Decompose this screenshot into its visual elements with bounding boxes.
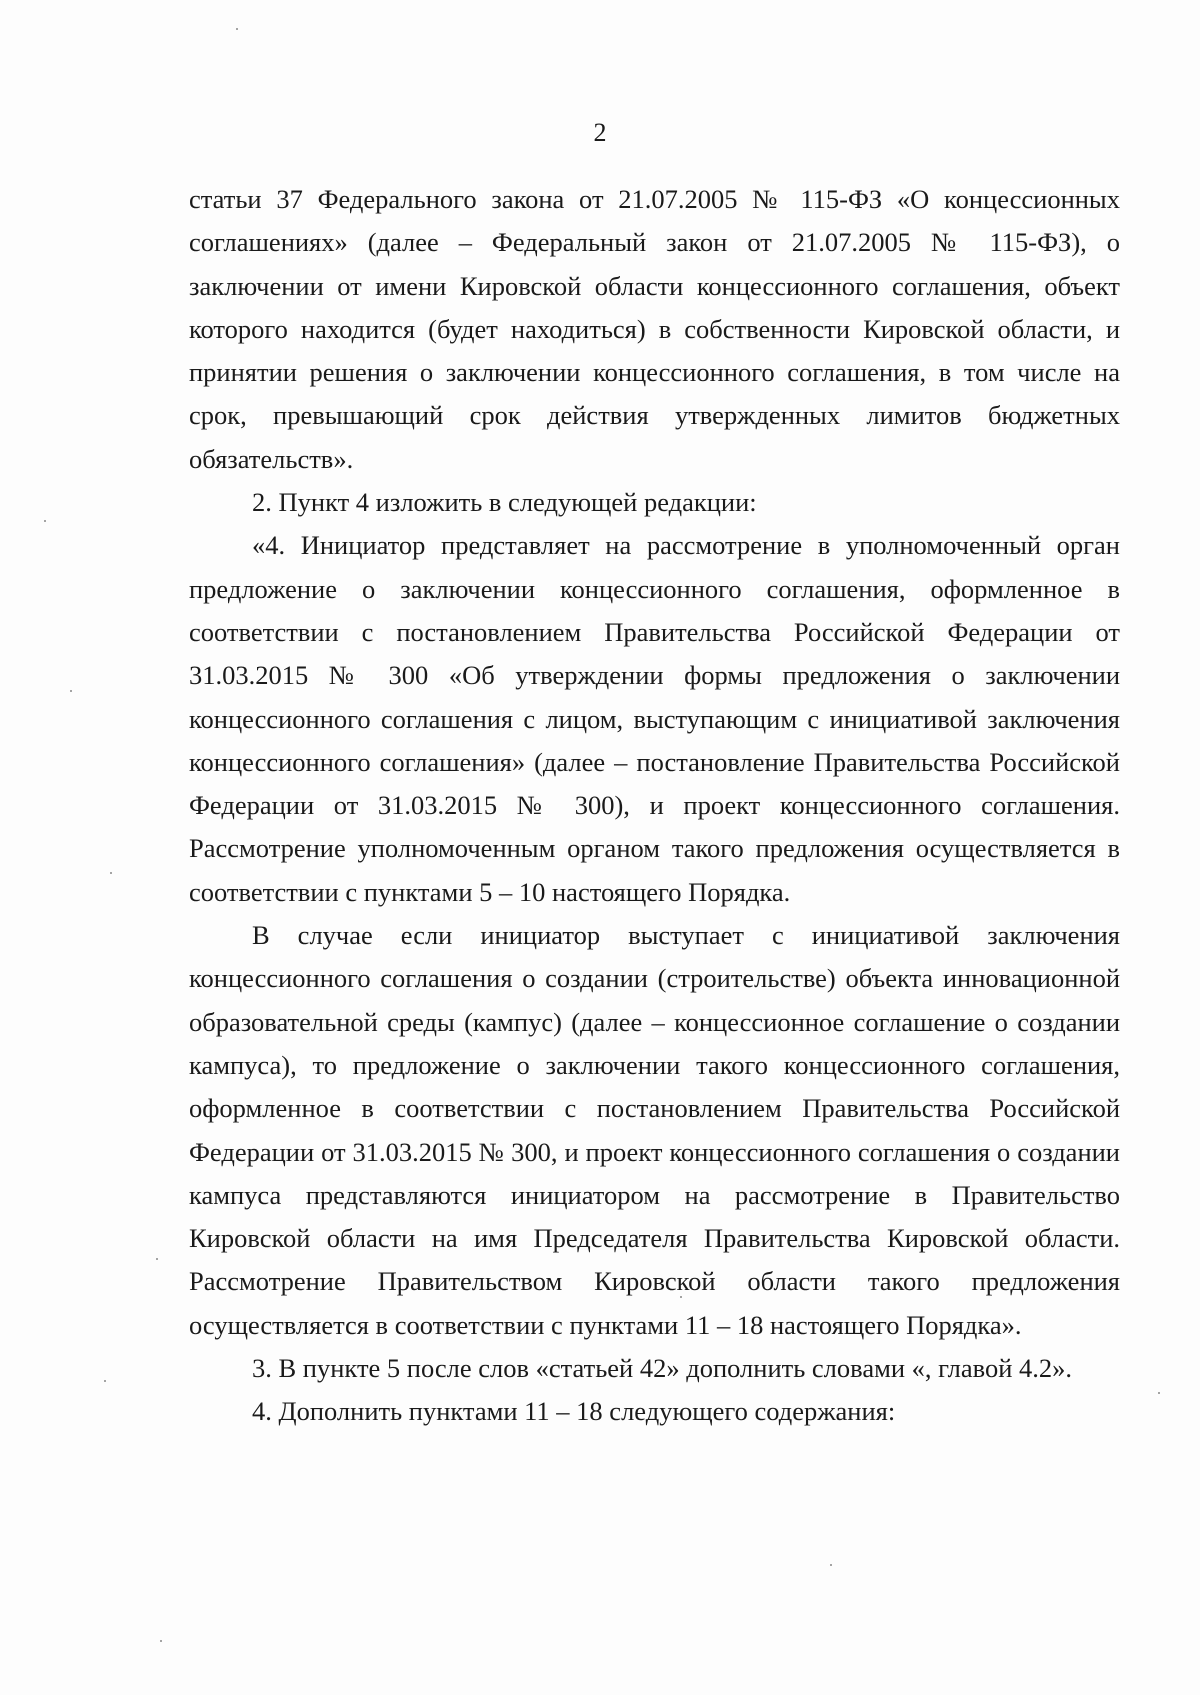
paragraph-5: 3. В пункте 5 после слов «статьей 42» дополнить словами «, главой 4.2». xyxy=(252,1353,1073,1384)
scan-speck xyxy=(44,520,46,522)
scan-speck xyxy=(110,872,112,874)
scan-speck xyxy=(1158,1392,1160,1394)
paragraph-6: 4. Дополнить пунктами 11 – 18 следующего содержания: xyxy=(252,1396,896,1427)
scan-speck xyxy=(680,1296,682,1298)
document-body xyxy=(189,178,1120,1434)
scan-speck xyxy=(160,1640,162,1642)
scan-speck xyxy=(830,1564,832,1566)
paragraph-1: статьи 37 Федерального закона от 21.07.2005 № 115-ФЗ «О концессионных соглашениях» (далее – Федеральный закон от 21.07.2005 № 115-ФЗ), о заключении от имени Кировской области концессионного соглашения, объект которого находится (будет находиться) в собственности Кировской области, и принятии решения о заключении концессионного соглашения, в том числе на срок, превышающий срок действия утвержденных лимитов бюджетных обязательств». xyxy=(189,184,1120,474)
scan-speck xyxy=(70,690,72,692)
paragraph-2: 2. Пункт 4 изложить в следующей редакции: xyxy=(252,487,757,518)
paragraph-3: «4. Инициатор представляет на рассмотрение в уполномоченный орган предложение о заключении концессионного соглашения, оформленное в соответствии с постановлением Правительства Российской Федерации от 31.03.2015 № 300 «Об утверждении формы предложения о заключении концессионного соглашения с лицом, выступающим с инициативой заключения концессионного соглашения» (далее – постановление Правительства Российской Федерации от 31.03.2015 № 300), и проект концессионного соглашения. Рассмотрение уполномоченным органом такого предложения осуществляется в соответствии с пунктами 5 – 10 настоящего Порядка. xyxy=(189,530,1120,907)
paragraph-4: В случае если инициатор выступает с инициативой заключения концессионного соглашения о создании (строительстве) объекта инновационной образовательной среды (кампус) (далее – концессионное соглашение о создании кампуса), то предложение о заключении такого концессионного соглашения, оформленное в соответствии с постановлением Правительства Российской Федерации от 31.03.2015 № 300, и проект концессионного соглашения о создании кампуса представляются инициатором на рассмотрение в Правительство Кировской области на имя Председателя Правительства Кировской области. Рассмотрение Правительством Кировской области такого предложения осуществляется в соответствии с пунктами 11 – 18 настоящего Порядка». xyxy=(189,920,1120,1340)
scan-speck xyxy=(236,28,238,30)
page-number: 2 xyxy=(593,118,607,147)
scan-speck xyxy=(156,1258,158,1260)
scan-speck xyxy=(104,1380,106,1382)
